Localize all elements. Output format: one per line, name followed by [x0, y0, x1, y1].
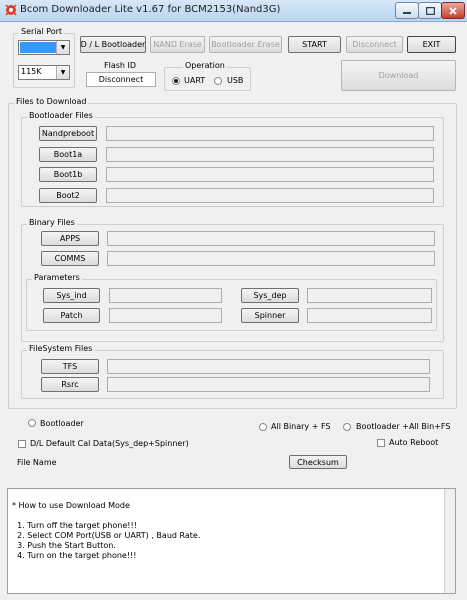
dl-default-cal-checkbox[interactable] — [18, 440, 26, 448]
auto-reboot-checkbox[interactable] — [377, 439, 385, 447]
start-button[interactable]: START — [288, 36, 341, 53]
log-textarea[interactable] — [7, 488, 456, 594]
file-name-label: File Name — [17, 458, 57, 467]
sys-dep-path-field — [307, 288, 432, 303]
rsrc-button[interactable]: Rsrc — [41, 377, 99, 392]
rsrc-path-field — [107, 377, 430, 392]
parameters-group — [26, 273, 437, 331]
patch-path-field — [109, 308, 222, 323]
boot2-path-field — [106, 188, 434, 203]
serial-port-label: Serial Port — [21, 27, 63, 36]
usb-label: USB — [227, 76, 244, 85]
spinner-path-field — [307, 308, 432, 323]
bootloader-radio[interactable] — [28, 419, 36, 427]
chevron-down-icon: ▼ — [56, 66, 69, 79]
comms-button[interactable]: COMMS — [41, 251, 99, 266]
dl-bootloader-button[interactable]: D / L Bootloader — [80, 36, 146, 53]
maximize-button[interactable] — [418, 2, 442, 19]
baud-rate-value: 115K — [21, 67, 42, 76]
close-icon — [449, 7, 457, 15]
all-binary-fs-radio[interactable] — [259, 423, 267, 431]
nand-erase-button[interactable]: NAND Erase — [150, 36, 205, 53]
close-button[interactable] — [441, 2, 465, 19]
app-icon — [4, 3, 18, 17]
bootloader-files-label: Bootloader Files — [29, 111, 93, 120]
boot1a-path-field — [106, 147, 434, 162]
bootloader-option-label: Bootloader — [40, 419, 84, 428]
log-scrollbar[interactable] — [444, 489, 455, 593]
title-bar — [0, 0, 467, 22]
minimize-button[interactable] — [395, 2, 419, 19]
comms-path-field — [107, 251, 435, 266]
boot1b-path-field — [106, 167, 434, 182]
log-text: * How to use Download Mode 1. Turn off the target phone!!! 2. Select COM Port(USB or UART) , Baud Rate. 3. Push the Start Button. 4. Turn on the target phone!!! — [12, 501, 201, 560]
baud-rate-select[interactable] — [18, 65, 70, 80]
files-to-download-label: Files to Download — [16, 97, 87, 106]
download-button[interactable]: Download — [341, 60, 456, 91]
bootloader-all-label: Bootloader +All Bin+FS — [356, 422, 451, 431]
window-title: Bcom Downloader Lite v1.67 for BCM2153(Nand3G) — [20, 4, 281, 15]
usb-radio[interactable] — [214, 77, 222, 85]
boot2-button[interactable]: Boot2 — [39, 188, 97, 203]
apps-button[interactable]: APPS — [41, 231, 99, 246]
all-binary-fs-label: All Binary + FS — [271, 422, 331, 431]
maximize-icon — [426, 7, 435, 15]
filesystem-files-label: FileSystem Files — [29, 344, 93, 353]
dl-default-cal-label: D/L Default Cal Data(Sys_dep+Spinner) — [30, 439, 189, 448]
operation-label: Operation — [185, 61, 225, 70]
disconnect-button[interactable]: Disconnect — [346, 36, 403, 53]
apps-path-field — [107, 231, 435, 246]
nandpreboot-path-field — [106, 126, 434, 141]
bootloader-erase-button[interactable]: Bootloader Erase — [209, 36, 282, 53]
exit-button[interactable]: EXIT — [407, 36, 456, 53]
spinner-button[interactable]: Spinner — [241, 308, 299, 323]
sys-ind-path-field — [109, 288, 222, 303]
sys-ind-button[interactable]: Sys_ind — [43, 288, 100, 303]
uart-radio[interactable] — [172, 77, 180, 85]
auto-reboot-label: Auto Reboot — [389, 438, 439, 447]
com-port-select[interactable] — [18, 40, 70, 55]
checksum-button[interactable]: Checksum — [289, 455, 347, 469]
boot1b-button[interactable]: Boot1b — [39, 167, 97, 182]
uart-label: UART — [184, 76, 206, 85]
parameters-label: Parameters — [34, 273, 80, 282]
tfs-path-field — [107, 359, 430, 374]
bootloader-all-radio[interactable] — [343, 423, 351, 431]
sys-dep-button[interactable]: Sys_dep — [241, 288, 299, 303]
chevron-down-icon: ▼ — [56, 41, 69, 54]
com-port-highlight — [20, 42, 57, 53]
tfs-button[interactable]: TFS — [41, 359, 99, 374]
patch-button[interactable]: Patch — [43, 308, 100, 323]
flash-id-field: Disconnect — [86, 72, 156, 87]
boot1a-button[interactable]: Boot1a — [39, 147, 97, 162]
flash-id-label: Flash ID — [104, 61, 137, 70]
nandpreboot-button[interactable]: Nandpreboot — [39, 126, 97, 141]
binary-files-label: Binary Files — [29, 218, 75, 227]
minimize-icon — [403, 8, 411, 14]
